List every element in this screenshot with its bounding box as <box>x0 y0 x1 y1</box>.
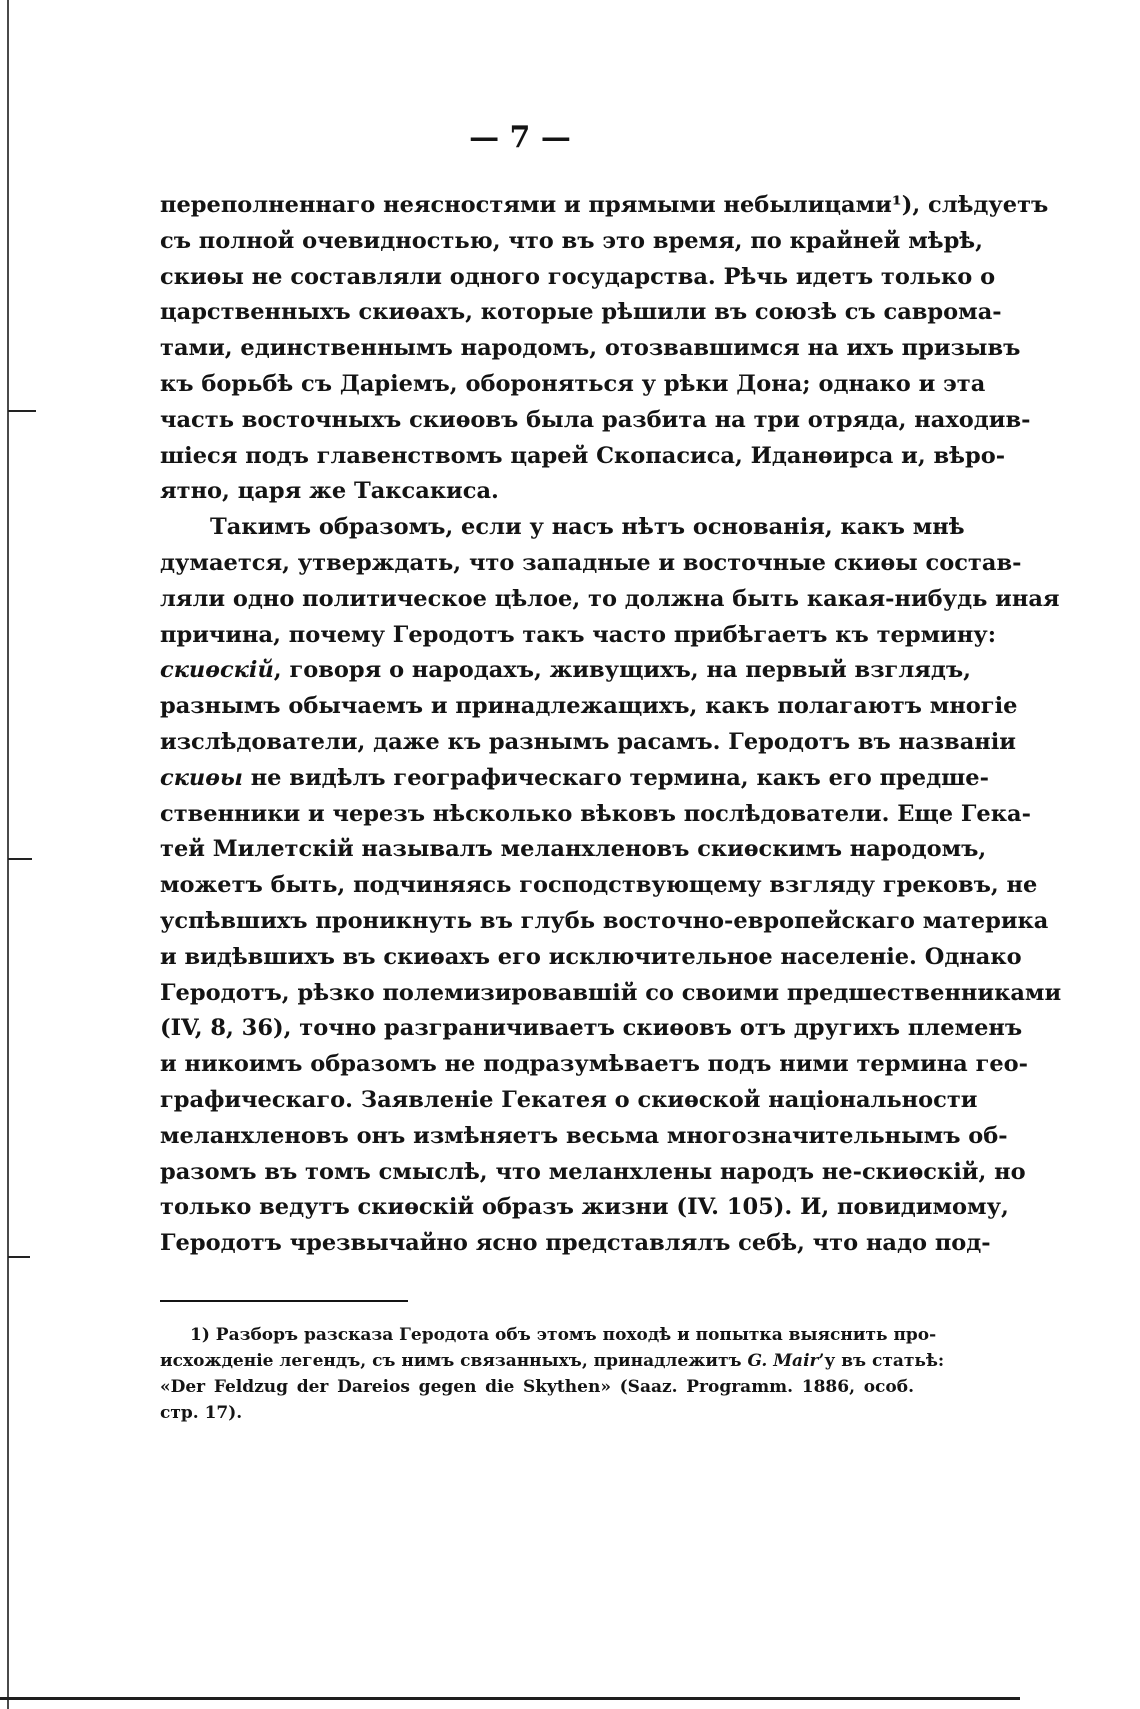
text-line: разнымъ обычаемъ и принадлежащихъ, какъ полагаютъ многіе <box>160 693 1018 720</box>
text-line: ляли одно политическое цѣлое, то должна быть какая-нибудь иная <box>160 585 1060 612</box>
text-line: причина, почему Геродотъ такъ часто прибѣгаетъ къ термину: <box>160 621 996 648</box>
margin-mark <box>8 410 36 412</box>
text-line: графическаго. Заявленіе Гекатея о скиѳской національности <box>160 1086 978 1113</box>
text-line: ятно, царя же Таксакиса. <box>160 478 499 505</box>
text-line: къ борьбѣ съ Даріемъ, обороняться у рѣки Дона; однако и эта <box>160 370 986 397</box>
text-line: переполненнаго неясностями и прямыми небылицами¹), слѣдуетъ <box>160 192 1049 218</box>
italic-term: скиѳы <box>160 764 243 791</box>
margin-mark <box>8 858 32 860</box>
text-line: разомъ въ томъ смыслѣ, что меланхлены народъ не-скиѳскій, но <box>160 1158 1026 1185</box>
scan-bottom-edge-rule <box>0 1697 1020 1700</box>
text-run: ’у въ статьѣ: <box>818 1351 945 1371</box>
text-line: царственныхъ скиѳахъ, которые рѣшили въ союзѣ съ савромa- <box>160 299 1002 326</box>
text-line: скиѳы не составляли одного государства. Рѣчь идетъ только о <box>160 263 996 290</box>
footnote-line <box>160 1348 945 1374</box>
italic-term: скиѳскій <box>160 657 274 684</box>
text-line: изслѣдователи, даже къ разнымъ расамъ. Геродотъ въ названіи <box>160 728 1016 755</box>
text-run: , говоря о народахъ, живущихъ, на первый взглядъ, <box>273 657 971 684</box>
text-line: тами, единственнымъ народомъ, отозвавшимся на ихъ призывъ <box>160 335 1021 362</box>
page-number: — 7 — <box>469 120 571 155</box>
text-line: шіеся подъ главенствомъ царей Скопасиса, Иданѳирса и, вѣро- <box>160 442 1006 469</box>
text-line: (IV, 8, 36), точно разграничиваетъ скиѳовъ отъ другихъ племенъ <box>160 1015 1023 1042</box>
footnote <box>160 1322 945 1426</box>
text-line: часть восточныхъ скиѳовъ была разбита на три отряда, находив- <box>160 406 1031 433</box>
text-line: успѣвшихъ проникнуть въ глубь восточно-европейскаго материка <box>160 907 1049 934</box>
footnote-line: стр. 17). <box>160 1403 243 1423</box>
text-line: и видѣвшихъ въ скиѳахъ его исключительное населеніе. Однако <box>160 943 1022 970</box>
text-line: и никоимъ образомъ не подразумѣваетъ подъ ними термина гео- <box>160 1051 1029 1078</box>
margin-mark <box>8 1256 30 1258</box>
footnote-rule <box>160 1300 408 1302</box>
text-line: только ведутъ скиѳскій образъ жизни (IV. 105). И, повидимому, <box>160 1194 1009 1221</box>
scan-left-edge-bar <box>7 0 9 1709</box>
text-line <box>160 761 989 797</box>
text-line: ственники и черезъ нѣсколько вѣковъ послѣдователи. Еще Гека- <box>160 800 1031 827</box>
body-text <box>160 188 1062 1262</box>
text-line: Геродотъ чрезвычайно ясно представлялъ себѣ, что надо под- <box>160 1230 991 1257</box>
footnote-line: «Der Feldzug der Dareios gegen die Skythen» (Saaz. Programm. 1886, особ. <box>160 1377 914 1397</box>
text-line: можетъ быть, подчиняясь господствующему взгляду грековъ, не <box>160 872 1038 899</box>
text-line: меланхленовъ онъ измѣняетъ весьма многозначительнымъ об- <box>160 1122 1008 1149</box>
text-run: не видѣлъ географическаго термина, какъ его предше- <box>242 764 989 791</box>
text-line: Геродотъ, рѣзко полемизировавшій со своими предшественниками <box>160 979 1062 1006</box>
text-line: тей Милетскій называлъ меланхленовъ скиѳскимъ народомъ, <box>160 836 987 863</box>
text-line: Такимъ образомъ, если у насъ нѣтъ основанія, какъ мнѣ <box>210 514 965 541</box>
text-line <box>160 653 971 689</box>
text-line: съ полной очевидностью, что въ это время, по крайней мѣрѣ, <box>160 227 983 254</box>
text-run: исхожденіе легендъ, съ нимъ связанныхъ, принадлежитъ <box>160 1351 742 1371</box>
footnote-line: 1) Разборъ разсказа Геродота объ этомъ походѣ и попытка выяснить про- <box>190 1325 937 1345</box>
text-line: думается, утверждать, что западные и восточные скиѳы состав- <box>160 549 1022 576</box>
italic-author: G. Mair <box>747 1351 819 1371</box>
